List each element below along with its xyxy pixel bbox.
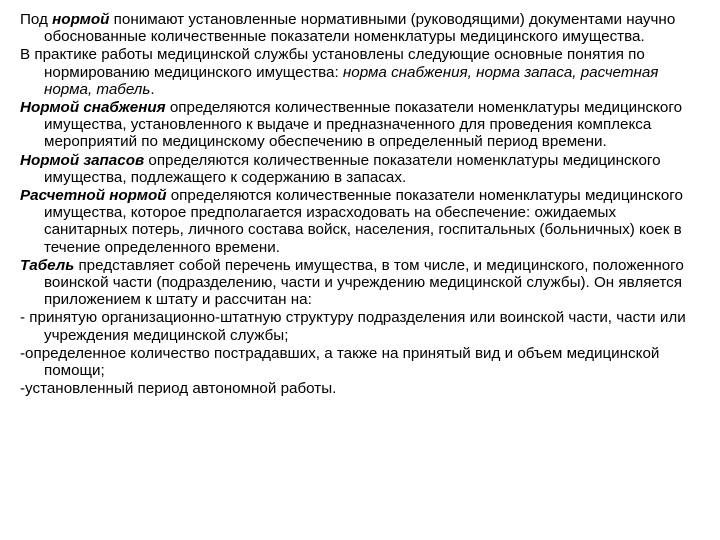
term-reserve-norm: Нормой запасов [20, 151, 145, 169]
text-run: понимают установленные нормативными (руководящими) документами научно обоснованные количественные показатели номенклатуры медицинского имущества. [44, 11, 676, 46]
text-run: Под [20, 11, 53, 28]
text-run: -определенное количество пострадавших, а также на принятый вид и объем медицинской помощи; [20, 344, 660, 380]
text-run: - принятую организационно-штатную структуру подразделения или воинской части, части или учреждения медицинской службы; [20, 309, 686, 344]
paragraph-norm-definition [20, 11, 702, 45]
term-tabel: Табель [20, 256, 75, 274]
paragraph-tabel [20, 257, 702, 309]
list-item-casualties [20, 345, 702, 379]
list-item-autonomous-period [20, 380, 702, 397]
text-run: . [150, 80, 155, 98]
term-calculated-norm: Расчетной нормой [20, 187, 167, 205]
text-run: -установленный период автономной работы. [20, 380, 337, 398]
paragraph-calculated-norm [20, 187, 702, 256]
text-run: представляет собой перечень имущества, в том числе, и медицинского, положенного воинской части (подразделению, части и учреждению медицинской службы). Он является приложением к штату и рассчитан на: [44, 256, 684, 309]
term-supply-norm: Нормой снабжения [20, 99, 166, 117]
paragraph-basic-concepts [20, 46, 702, 98]
text-run: определяются количественные показатели номенклатуры медицинского имущества, подлежащего к содержанию в запасах. [44, 151, 661, 186]
text-run: определяются количественные показатели номенклатуры медицинского имущества, которое предполагается израсходовать на обеспечение: ожидаемых санитарных потерь, личного состава войск, населения, госпитальных (больничных) коек в течение определенного времени. [44, 187, 683, 256]
concepts-list: норма снабжения, норма запаса, расчетная норма, табель [44, 63, 659, 98]
list-item-structure [20, 309, 702, 343]
paragraph-reserve-norm [20, 152, 702, 186]
text-run: В практике работы медицинской службы установлены следующие основные понятия по нормированию медицинского имущества: [20, 46, 645, 81]
term-norm: нормой [52, 11, 110, 28]
paragraph-supply-norm [20, 99, 702, 151]
text-run: определяются количественные показатели номенклатуры медицинского имущества, установленного к выдаче и предназначенного для проведения комплекса мероприятий по медицинскому обеспечению в определенный период времени. [44, 99, 683, 151]
